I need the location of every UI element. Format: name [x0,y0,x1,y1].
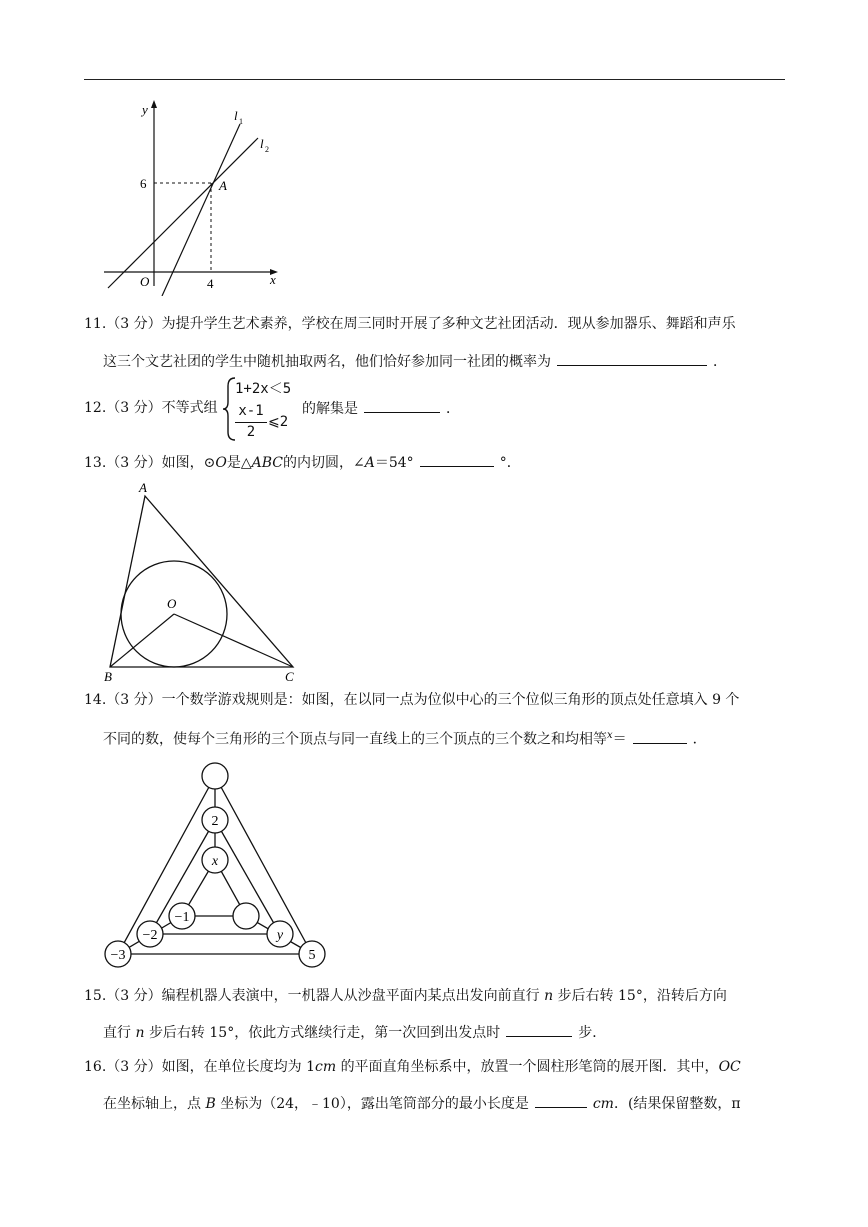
node-top-outer [202,763,228,789]
question-15-line-1 [84,986,727,1006]
line-l2-label: l [260,136,264,151]
line-l1 [162,124,240,296]
question-12-prefix: 12.（3 分）不等式组 [84,400,218,416]
question-13-mid2: 的内切圆，∠ [283,455,365,471]
y-axis-arrow [151,100,157,108]
answer-blank-13[interactable] [420,452,494,467]
node-value-minus-2: −2 [142,928,158,943]
node-value-minus-1: −1 [174,910,190,925]
node-value-minus-3: −3 [110,948,126,963]
unit-cm: cm [314,1059,337,1075]
answer-blank-16[interactable] [535,1093,587,1108]
header-rule [84,79,785,80]
vertex-a-label: A [139,480,147,495]
question-11-end: ． [713,354,727,370]
question-16-line-1 [84,1057,741,1077]
line-l1-subscript: 1 [239,117,243,126]
question-14-line-1: 14.（3 分）一个数学游戏规则是：如图，在以同一点为位似中心的三个位似三角形的顶点处任意填入 9 个 [84,692,740,708]
inequality-2-denominator: 2 [246,424,256,440]
x-tick-label: 4 [207,276,214,291]
question-16-text-a: 16.（3 分）如图，在单位长度均为 1 [84,1059,315,1075]
line-l1-label: l [234,108,238,123]
question-11-line-1: 11.（3 分）为提升学生艺术素养，学校在周三同时开展了多种文艺社团活动．现从参加器乐、舞蹈和声乐 [84,316,736,332]
question-15-end: 步． [578,1025,607,1041]
question-13-prefix: 13.（3 分）如图， [84,455,204,471]
question-15-text-c: 直行 [103,1025,131,1041]
question-12-suffix: 的解集是 [302,401,358,417]
triangle-abc: ABC [251,455,283,471]
angle-a: A [364,455,375,471]
node-value-2: 2 [211,814,219,829]
question-13-line [84,452,521,473]
x-axis-label: x [270,272,276,287]
question-13-eq: ＝54° [374,455,414,471]
inequality-2-numerator: x-1 [238,403,264,419]
question-16-text-b: 的平面直角坐标系中，放置一个圆柱形笔筒的展开图．其中， [340,1059,719,1075]
question-16-end: ．(结果保留整数，π [613,1096,741,1112]
variable-n-2: n [135,1025,145,1041]
y-tick-label: 6 [140,176,147,191]
line-l2-subscript: 2 [265,145,269,154]
question-16-line-2 [103,1093,741,1114]
question-15-text-a: 15.（3 分）编程机器人表演中，一机器人从沙盘平面内某点出发向前直行 [84,988,540,1004]
point-b-label: B [205,1096,216,1112]
origin-label: O [140,274,150,289]
question-15-text-b: 步后右转 15°，沿转后方向 [557,988,727,1004]
question-14-eq: ＝ [612,731,627,748]
triangle-abc-shape [110,496,293,667]
question-14-line-2 [103,726,707,750]
question-12-suffix-line [302,398,460,419]
vertex-b-label: B [104,669,112,684]
inequality-2-relation: ⩽2 [268,414,289,430]
vertex-c-label: C [285,669,294,684]
answer-blank-14[interactable] [633,729,687,744]
unit-cm-2: cm [592,1096,614,1112]
node-inner-right [233,903,259,929]
question-14-text: 不同的数，使每个三角形的三个顶点与同一直线上的三个顶点的三个数之和均相等 [103,731,607,748]
line-graph-figure [98,96,288,296]
node-value-x: x [211,854,219,869]
outer-left-edge [118,776,215,954]
outer-right-edge [215,776,312,954]
center-o-label: O [167,596,177,611]
question-15-line-2 [103,1022,606,1043]
answer-blank-15[interactable] [506,1022,572,1037]
question-13-end: °． [499,455,521,471]
question-16-text-d: 坐标为（24，﹣10），露出笔筒部分的最小长度是 [220,1096,529,1112]
question-13-mid: 是△ [226,455,252,471]
line-l2 [108,138,258,288]
similar-triangles-figure [100,758,332,972]
y-axis-label: y [142,102,148,117]
point-a-label: A [219,178,227,193]
question-12-end: ． [446,401,460,417]
answer-blank-12[interactable] [364,398,440,413]
question-14-end: ． [692,731,707,748]
fraction-bar [235,422,267,423]
circle-o: O [215,455,227,471]
question-11-line-2 [103,351,727,372]
node-value-y: y [276,928,284,943]
answer-blank-11[interactable] [557,351,707,366]
circle-symbol: ⊙ [203,455,216,471]
question-15-text-d: 步后右转 15°，依此方式继续行走，第一次回到出发点时 [148,1025,501,1041]
inequality-1: 1+2x＜5 [235,381,292,397]
segment-oc-label: OC [718,1059,741,1075]
question-11-text: 这三个文艺社团的学生中随机抽取两名，他们恰好参加同一社团的概率为 [103,354,551,370]
incircle-figure [100,476,304,684]
node-value-5: 5 [308,948,316,963]
segment-oc [174,614,293,667]
variable-x: x [607,730,613,741]
variable-n: n [544,988,554,1004]
question-16-text-c: 在坐标轴上，点 [103,1096,201,1112]
